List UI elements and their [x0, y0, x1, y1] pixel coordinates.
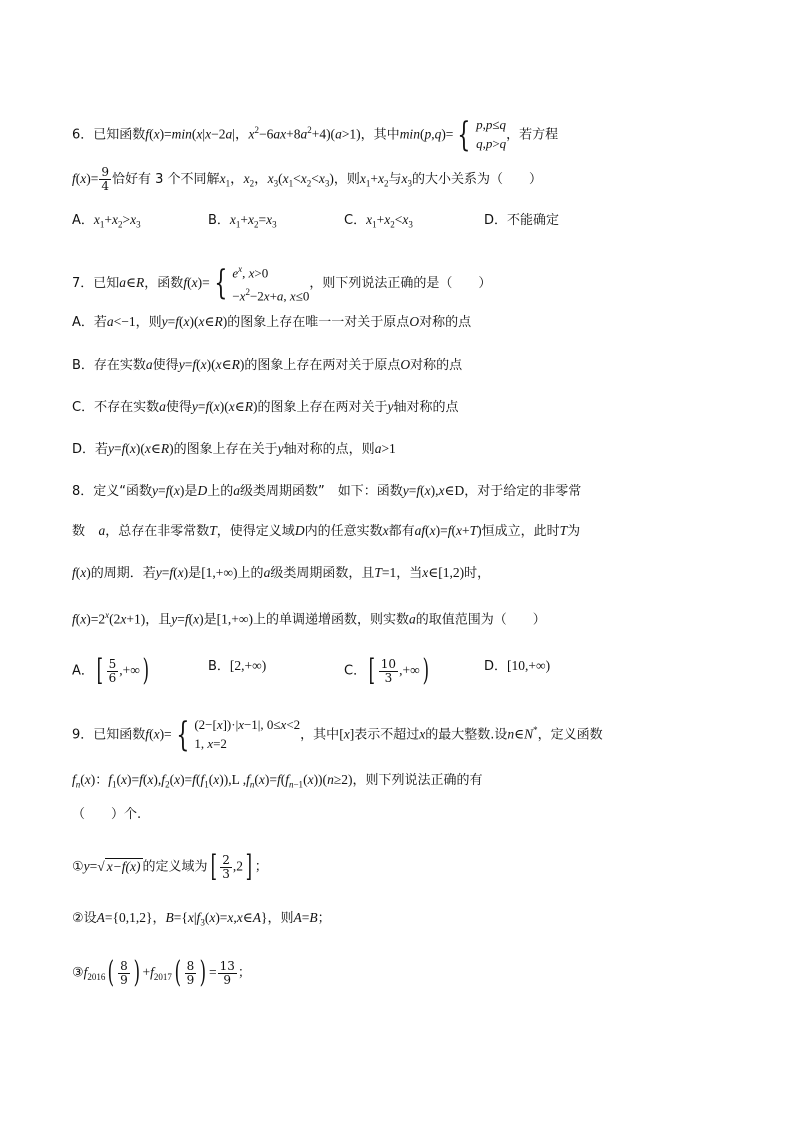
q7-piecewise: { $e^x$, x>0 $-x^2-2x+a$, x≤0: [214, 263, 310, 304]
q6-min-cases: { p,p≤q q,p>q: [457, 115, 507, 155]
q9-line-1: 9．已知函数f(x)= { (2−[x])·|x−1|, 0≤x<2 1, x=2 ，其中[x]表示不超过x的最大整数.设n∈N*，定义函数: [72, 715, 603, 755]
q9-number: 9．: [72, 727, 94, 743]
q8-number: 8．: [72, 484, 94, 499]
q8-option-c: C．[ $\frac{10}{3}$ ,+∞): [344, 653, 429, 688]
q8-line-2: 数 a，总存在非零常数T，使得定义域D内的任意实数x都有af(x)=f(x+T)恒成立，此时T为: [72, 523, 581, 539]
q8-line-1: 8．定义“函数y=f(x)是D上的a级类周期函数” 如下：函数y=f(x),x∈D，对于给定的非零常: [72, 483, 582, 499]
q7-option-a: A．若a<−1，则y=f(x)(x∈R)的图象上存在唯一一对关于原点O对称的点: [72, 314, 472, 330]
q8-option-b: B．[2,+∞): [208, 658, 267, 674]
q6-number: 6．: [72, 127, 94, 143]
q7-number: 7．: [72, 275, 94, 291]
q8-option-a: A．[ $\frac{5}{6}$ ,+∞): [72, 653, 149, 688]
q6-func-def: f: [145, 126, 150, 142]
q6-option-b: B．$x_1+x_2=x_3$: [208, 212, 277, 230]
q9-piecewise: { (2−[x])·|x−1|, 0≤x<2 1, x=2: [176, 715, 301, 755]
q6-text: 已知函数: [93, 127, 146, 143]
q6-option-a: A．$x_1+x_2>x_3$: [72, 212, 141, 230]
q9-line-3: （ ）个.: [72, 807, 142, 822]
q8-line-3: f(x)的周期．若y=f(x)是[1,+∞)上的a级类周期函数，且T=1，当x∈[1,2)时，: [72, 565, 491, 581]
q8-option-d: D．[10,+∞): [484, 658, 551, 674]
q6-option-d: D．不能确定: [484, 213, 560, 228]
q6-line-2: f(x)= $\frac{9}{4}$ 恰好有 3 个不同解$x_1$，$x_2$，$x_3(x_1<x_2<x_3)$，则$x_1+x_2$与$x_3$的大小关系为（ ）: [72, 165, 542, 193]
q6-fraction: $\frac{9}{4}$: [101, 165, 110, 193]
q7-line-1: 7．已知a∈R，函数f(x)= { $e^x$, x>0 $-x^2-2x+a$, x≤0 ，则下列说法正确的是（ ）: [72, 260, 491, 307]
q7-option-b: B．存在实数a使得y=f(x)(x∈R)的图象上存在两对关于原点O对称的点: [72, 357, 463, 373]
q9-statement-3: $③f_{2016}$( $\frac{8}{9}$ ) $+f_{2017}$( $\frac{8}{9}$ ) = $\frac{13}{9}$ ；: [72, 955, 251, 990]
q7-option-c: C．不存在实数a使得y=f(x)(x∈R)的图象上存在两对关于y轴对称的点: [72, 399, 459, 415]
q8-line-4: $f(x)=2^x(2x+1)$，且y=f(x)是[1,+∞)上的单调递增函数，则实数a的取值范围为（ ）: [72, 610, 546, 628]
q9-statement-1: ①y=√ x−f(x) 的定义域为[ $\frac{2}{3}$ ,2] ；: [72, 849, 268, 884]
q6-line-1: 6．已知函数f(x)=min(x|x−2a|，$x^2-6ax+8a^2+4)(a>1)$，其中min(p,q)= { p,p≤q q,p>q ，若方程: [72, 115, 559, 155]
q6-option-c: C．$x_1+x_2<x_3$: [344, 212, 413, 230]
q9-line-2: $f_n(x)$：$f_1(x)=f(x),f_2(x)=f(f_1(x)),L$ $,f_n(x)=f(f_{n-1}(x))(n\ge 2)$，则下列说法正确的有: [72, 772, 483, 790]
q7-option-d: D．若y=f(x)(x∈R)的图象上存在关于y轴对称的点，则a>1: [72, 441, 396, 457]
q9-statement-2: ②设A={0,1,2}，$B=\{x|f_3(x)=x,x\in A\}$，则A=B；: [72, 910, 331, 928]
